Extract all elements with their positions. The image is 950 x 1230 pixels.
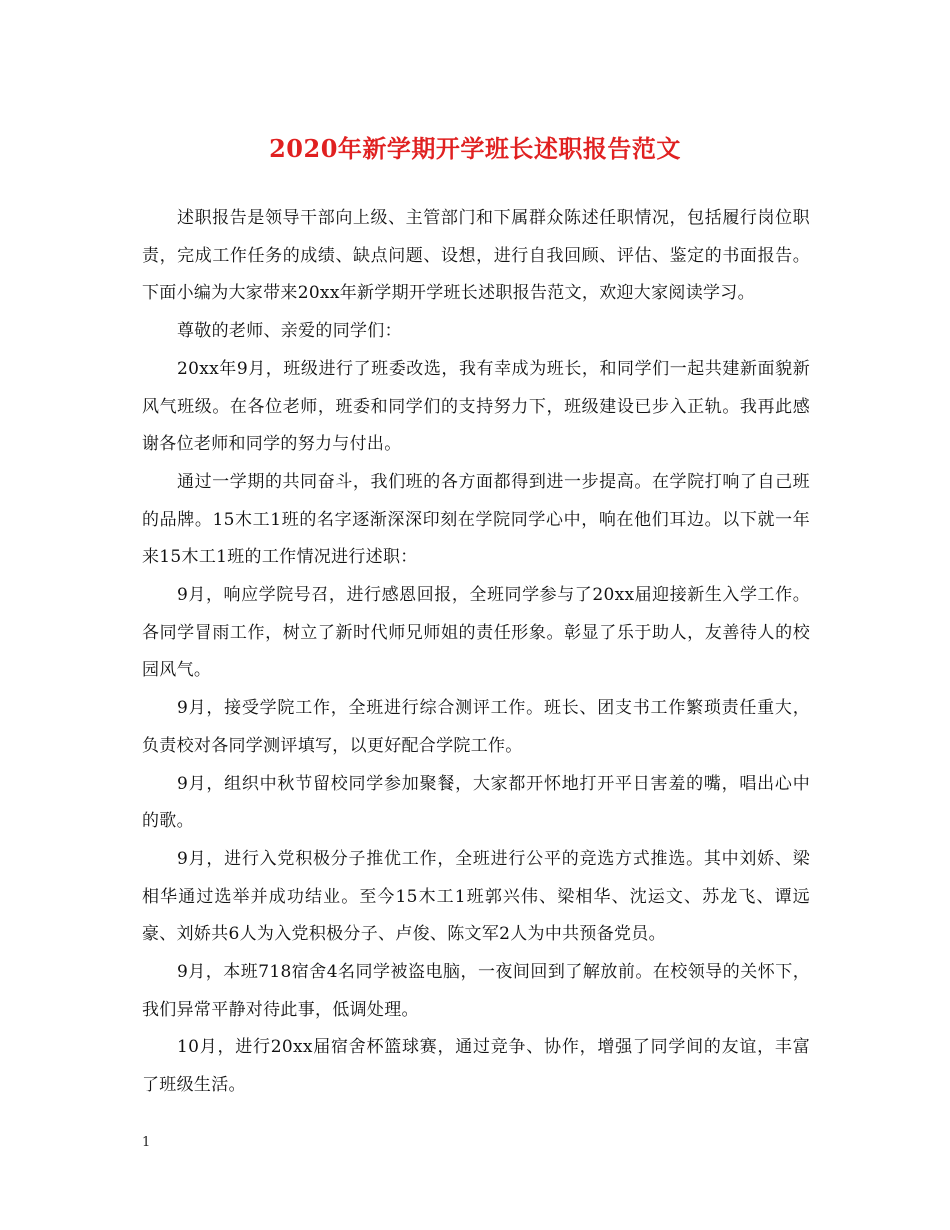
paragraph: 20xx年9月，班级进行了班委改选，我有幸成为班长，和同学们一起共建新面貌新风气班级。在各位老师，班委和同学们的支持努力下，班级建设已步入正轨。我再此感谢各位老师和同学的努力与付出。 xyxy=(142,358,810,455)
paragraph: 10月，进行20xx届宿舍杯篮球赛，通过竞争、协作，增强了同学间的友谊，丰富了班级生活。 xyxy=(142,1037,810,1096)
paragraph: 述职报告是领导干部向上级、主管部门和下属群众陈述任职情况，包括履行岗位职责，完成工作任务的成绩、缺点问题、设想，进行自我回顾、评估、鉴定的书面报告。下面小编为大家带来20xx年新学期开学班长述职报告范文，欢迎大家阅读学习。 xyxy=(142,208,810,304)
paragraph: 9月，本班718宿舍4名同学被盗电脑，一夜间回到了解放前。在校领导的关怀下，我们异常平静对待此事，低调处理。 xyxy=(142,962,810,1020)
page-number: 1 xyxy=(142,1135,151,1150)
paragraph: 9月，组织中秋节留校同学参加聚餐，大家都开怀地打开平日害羞的嘴，唱出心中的歌。 xyxy=(142,773,810,832)
paragraph: 9月，响应学院号召，进行感恩回报，全班同学参与了20xx届迎接新生入学工作。各同学冒雨工作，树立了新时代师兄师姐的责任形象。彰显了乐于助人，友善待人的校园风气。 xyxy=(142,585,810,681)
paragraph: 尊敬的老师、亲爱的同学们： xyxy=(177,321,402,342)
paragraph: 9月，进行入党积极分子推优工作，全班进行公平的竞选方式推选。其中刘娇、梁相华通过选举并成功结业。至今15木工1班郭兴伟、梁相华、沈运文、苏龙飞、谭远豪、刘娇共6人为入党积极分子、卢俊、陈文军2人为中共预备党员。 xyxy=(142,848,810,945)
paragraph: 通过一学期的共同奋斗，我们班的各方面都得到进一步提高。在学院打响了自己班的品牌。15木工1班的名字逐渐深深印刻在学院同学心中，响在他们耳边。以下就一年来15木工1班的工作情况进行述职： xyxy=(142,471,810,568)
document-body xyxy=(142,200,810,1105)
document-title: 2020年新学期开学班长述职报告范文 xyxy=(269,134,681,163)
paragraph: 9月，接受学院工作，全班进行综合测评工作。班长、团支书工作繁琐责任重大，负责校对各同学测评填写，以更好配合学院工作。 xyxy=(142,698,810,756)
